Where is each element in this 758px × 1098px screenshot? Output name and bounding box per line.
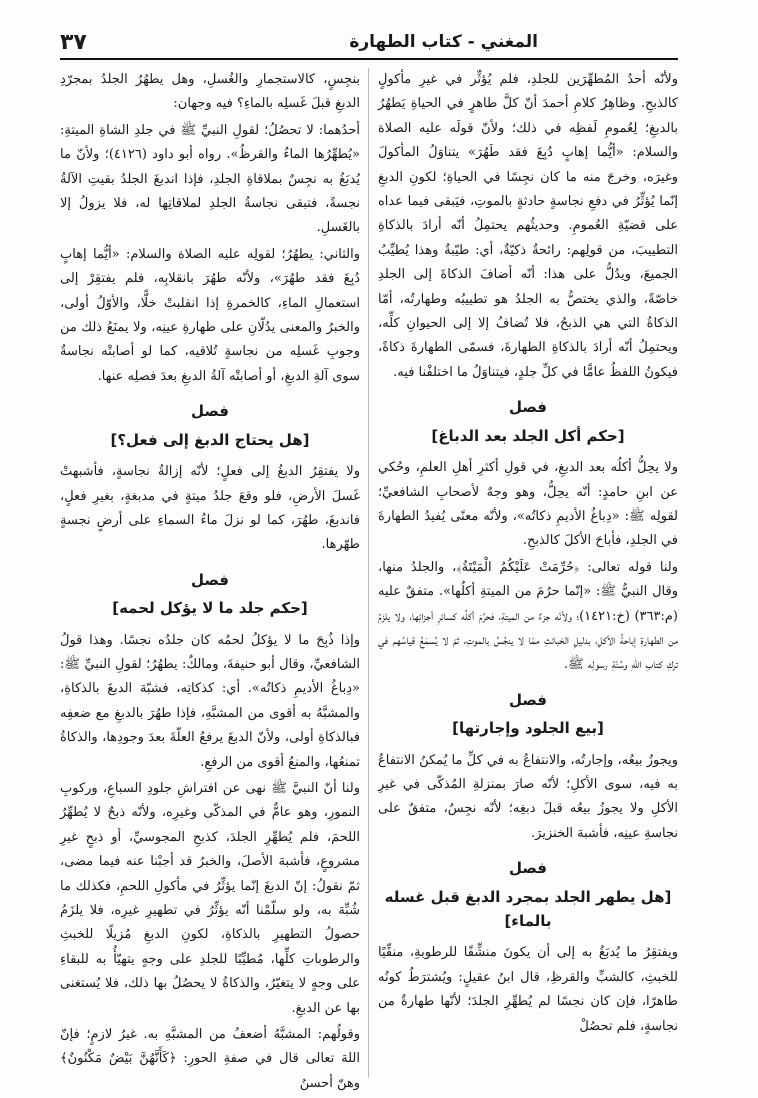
paragraph: ولنا أنّ النبيَّ ﷺ نهى عن افتراشِ جلودِ السباعِ، وركوبِ النمورِ، وهو عامٌّ في المذكّى وغيرِه، ولأنّه ذبحٌ لا يُطهِّرُ اللحمَ، فلم يُطهِّرِ الجلدَ، كذبحِ المجوسيِّ، أو ذبحٍ غيرِ مشروعٍ، فأشبهَ الأصلَ، والخبرُ قد أجبْنا عنه فيما مضى، ثمّ نقولُ: إنّ الدبغَ إنّما يؤثِّرُ في مأكولِ اللحمِ، فكذلك ما شُبِّهَ به، ولو سلّمْنا أنّه يؤثِّرُ في تطهيرِ غيرِه، فلا يلزَمُ حصولُ التطهيرِ بالذكاةِ، لكونِ الدبغِ مُزيلًا للخبثِ والرطوباتِ كلِّها، مُطيِّبًا للجلدِ على وجهٍ يتهيّأُ به للبقاءِ على وجهٍ لا يتغيّرُ، والذكاةُ لا يحصُلُ بها ذلك، فلا يُستغنى بها عن الدبغِ. xyxy=(60,780,360,1016)
fasl-heading: فصل xyxy=(509,859,547,878)
text-columns xyxy=(60,68,678,1091)
paragraph: ولنا قوله تعالى: ﴿حُرِّمَتْ عَلَيْكُمُ الْمَيْتَةُ﴾، والجلدُ منها، وقال النبيُّ ﷺ: «إنّما حرُمَ من الميتةِ أكلُها». متفقٌ عليه (م:٣٦٣) (خ:١٤٢١)؛ ولأنّه جزءٌ من الميتةِ، فحرُمَ أكلُه كسائرِ أجزائِها، ولا يلزَمُ من الطهارةِ إباحةُ الأكلِ، بدليلِ الخبائثِ ممّا لا ينجُسُ بالموتِ، ثمّ لا يُسمَعُ قياسُهم في تركِ كتابِ اللهِ وسُنّةِ رسولِه ﷺ. xyxy=(378,559,678,673)
paragraph: ولا يحِلُّ أكلُه بعد الدبغِ، في قولِ أكثرِ أهلِ العلمِ، وحُكي عن ابنِ حامدٍ: أنّه يحِلُّ، وهو وجهٌ لأصحابِ الشافعيِّ؛ لقولِه ﷺ: «دِباغُ الأديمِ ذكاتُه»، ولأنّه معنًى يُفيدُ الطهارةَ في الجلدِ، فأباحَ الأكلَ كالذبحِ. xyxy=(378,460,678,549)
paragraph: وقولُهم: المشبَّهُ أضعفُ من المشبَّهِ به. غيرُ لازمٍ؛ فإنّ اللهَ تعالى قال في صفةِ الحورِ: ﴿كَأَنَّهُنَّ بَيْضٌ مَكْنُونٌ﴾ وهنّ أحسنُ xyxy=(60,1027,360,1091)
paragraph: وإذا ذُبِحَ ما لا يؤكلُ لحمُه كان جلدُه نجسًا. وهذا قولُ الشافعيِّ، وقال أبو حنيفةَ، ومالكٌ: يطهُرُ؛ لقولِ النبيِّ ﷺ: «دِباغُ الأديمِ ذكاتُه». أي: كذكاتِه، فشبّهَ الدبغَ بالذكاةِ، والمشبَّهُ به أقوى من المشبَّهِ، فإذا طهُرَ بالدبغِ مع ضعفِه فبالذكاةِ أولى، ولأنّ الدبغَ يرفعُ العلّةَ بعدَ وجودِها، والذكاةُ تمنعُها، والمنعُ أقوى من الرفعِ. xyxy=(60,632,360,770)
right-column xyxy=(378,68,678,1078)
left-column xyxy=(60,68,360,1091)
paragraph: أحدُهما: لا تحصُلُ؛ لقولِ النبيِّ ﷺ في جلدِ الشاةِ الميتةِ: «يُطهِّرُها الماءُ والقرظُ». رواه أبو داود (٤١٢٦)؛ ولأنّ ما يُدبَغُ به نجِسٌ بملاقاةِ الجلدِ، فإذا اندبغَ الجلدُ بقيتِ الآلةُ نجسةً، فتبقى نجاسةُ الجلدِ لملاقاتِها له، فلا يزولُ إلا بالغَسلِ. xyxy=(60,122,360,236)
section-title: [هل يطهر الجلد بمجرد الدبغ قبل غسله بالماء] xyxy=(384,887,672,930)
section-title: [بيع الجلود وإجارتها] xyxy=(452,719,604,738)
fasl-heading: فصل xyxy=(509,398,547,417)
running-title: المغني - كتاب الطهارة xyxy=(349,32,538,52)
paragraph: بنجِسٍ، كالاستجمارِ والغُسلِ، وهل يطهُرُ الجلدُ بمجرّدِ الدبغِ قبلَ غَسلِه بالماءِ؟ فيه وجهان: xyxy=(60,72,360,112)
page-header xyxy=(60,28,678,60)
page-number: ٣٧ xyxy=(60,30,87,55)
fasl-heading: فصل xyxy=(509,690,547,709)
fasl-heading: فصل xyxy=(191,570,229,589)
paragraph: والثاني: يطهُرُ؛ لقولِه عليه الصلاة والسلام: «أيُّما إهابٍ دُبِغَ فقد طهُرَ»، ولأنّه طهُرَ بانقلابِه، فلم يفتقِرْ إلى استعمالِ الماءِ، كالخمرةِ إذا انقلبتْ خلًّا، والأوّلُ أولى، والخبرُ والمعنى يدُلّانِ على طهارةِ عينِه، ولا يمنَعُ ذلك من وجوبِ غَسلِه من نجاسةٍ تُلاقيه، كما لو أصابتْه نجاسةٌ سوى آلةِ الدبغِ، أو أصابتْه آلةُ الدبغِ بعدَ فصلِه عنها. xyxy=(60,246,360,384)
column-divider xyxy=(368,68,369,1078)
section-title: [حكم جلد ما لا يؤكل لحمه] xyxy=(112,599,308,618)
paragraph: ويفتقِرُ ما يُدبَغُ به إلى أن يكونَ منشِّفًا للرطوبةِ، منقِّيًا للخبثِ، كالشبِّ والقرظِ، قال ابنُ عقيلٍ: ويُشترَطُ كونُه طاهرًا، فإن كان نجسًا لم يُطهِّرِ الجلدَ؛ لأنّها طهارةٌ من نجاسةٍ، فلم تحصُلْ xyxy=(378,945,678,1034)
paragraph: ولا يفتقِرُ الدبغُ إلى فعلٍ؛ لأنّه إزالةُ نجاسةٍ، فأشبهتْ غَسلَ الأرضِ، فلو وقعَ جلدُ ميتةٍ في مدبغةٍ، بغيرِ فعلٍ، فاندبغَ، طهُرَ، كما لو نزلَ ماءُ السماءِ على أرضٍ نجسةٍ طهّرها. xyxy=(60,464,360,553)
section-title: [حكم أكل الجلد بعد الدباغ] xyxy=(431,426,625,445)
fasl-heading: فصل xyxy=(191,402,229,421)
paragraph: ولأنّه أحدُ المُطهِّرَين للجلدِ، فلم يُؤثِّر في غيرِ مأكولٍ كالذبحِ. وظاهِرُ كلامِ أحمدَ أنّ كلَّ طاهرٍ في الحياةِ يَطهُرُ بالدبغِ؛ لِعُمومِ لَفظِه في ذلك؛ ولأنّ قولَه عليه الصلاة والسلام: «أيُّما إهابٍ دُبِغَ فقد طَهُرَ» يتناوَلُ المأكولَ وغيرَه، وخرجَ منه ما كان نجِسًا في الحياةِ؛ لكونِ الدبغِ إنّما يُؤثِّرُ في دفعِ نجاسةٍ حادثةٍ بالموتِ، فيَبقى فيما عداه على قضيّةِ العُمومِ. وحديثُهم يحتمِلُ أنّه أرادَ بالذكاةِ التطييبَ، من قولِهم: رائحةٌ ذكيّةٌ، أي: طيّبةٌ وهذا يُطيِّبُ الجميعَ، ويدُلُّ على هذا: أنّه أضافَ الذكاةَ إلى الجلدِ خاصّةً، والذي يختصُّ به الجلدُ هو تطييبُه وطهارتُه، أمّا الذكاةُ التي هي الذبحُ، فلا تُضافُ إلا إلى الحيوانِ كلِّه، ويحتمِلُ أنّه أرادَ بالذكاةِ الطهارةَ، فسمّى الطهارةَ ذكاةً، فيكونُ اللفظُ عامًّا في كلِّ جلدٍ، فيتناوَلُ ما اختلفْنا فيه. xyxy=(378,72,678,380)
section-title: [هل يحتاج الدبغ إلى فعل؟] xyxy=(110,430,310,449)
paragraph: ويجوزُ بيعُه، وإجارتُه، والانتفاعُ به في كلِّ ما يُمكنُ الانتفاعُ به فيه، سوى الأكلِ؛ لأنّه صارَ بمنزلةِ المُذكّى في غيرِ الأكلِ ولا يجوزُ بيعُه قبلَ دبغِه؛ لأنّه نجِسٌ، متفقٌ على نجاسةِ عينِه، فأشبهَ الخنزيرَ. xyxy=(378,752,678,841)
